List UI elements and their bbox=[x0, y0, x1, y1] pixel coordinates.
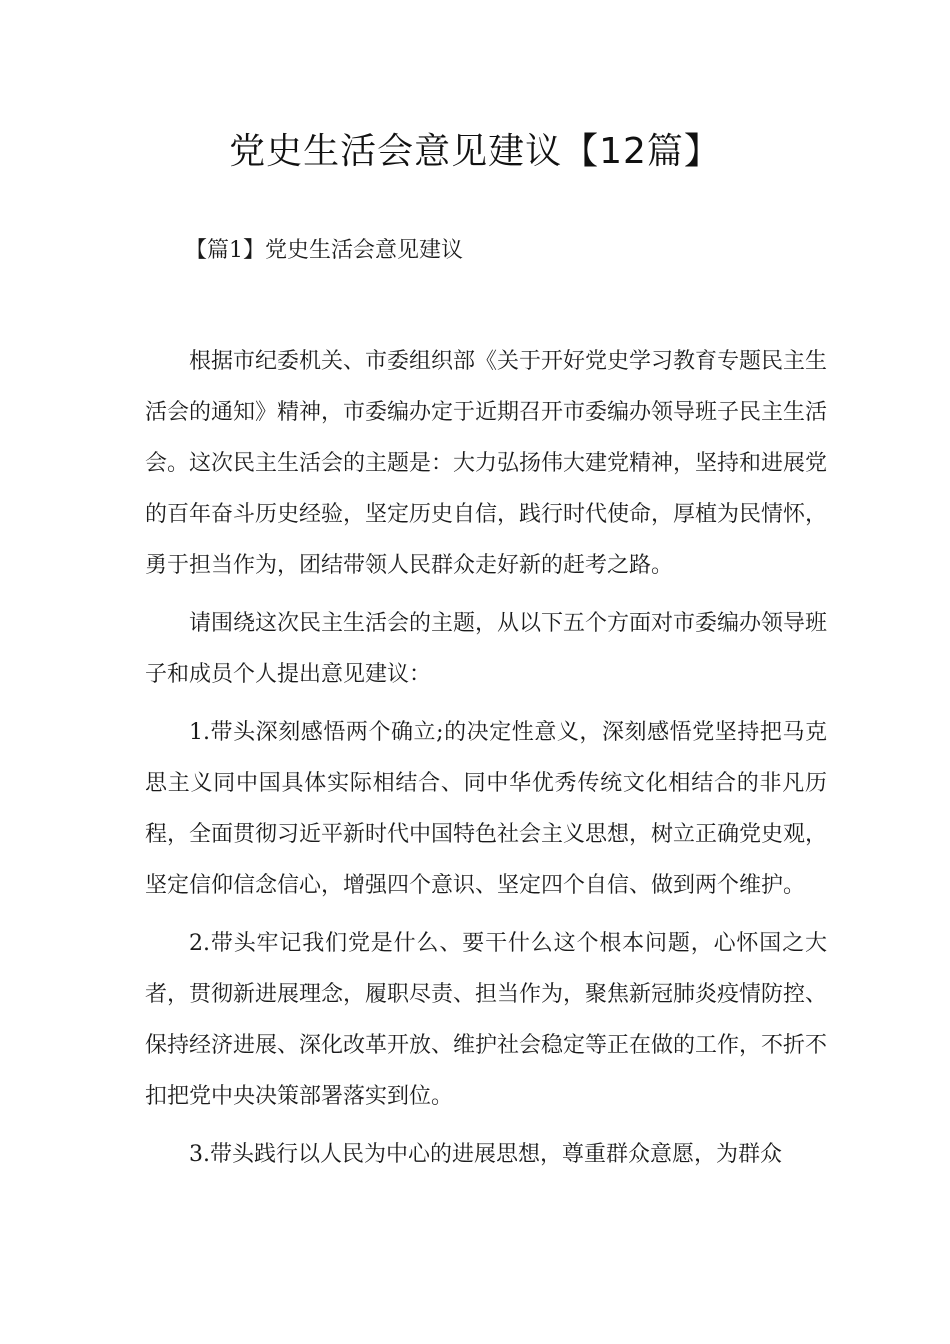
paragraph-request: 请围绕这次民主生活会的主题，从以下五个方面对市委编办领导班子和成员个人提出意见建议： bbox=[145, 611, 828, 687]
document-body bbox=[145, 336, 827, 1187]
paragraph-item-2: 2.带头牢记我们党是什么、要干什么这个根本问题，心怀国之大者，贯彻新进展理念，履职尽责、担当作为，聚焦新冠肺炎疫情防控、保持经济进展、深化改革开放、维护社会稳定等正在做的工作，不折不扣把党中央决策部署落实到位。 bbox=[145, 931, 828, 1109]
section-heading: 【篇1】党史生活会意见建议 bbox=[185, 238, 463, 263]
paragraph-item-1: 1.带头深刻感悟两个确立;的决定性意义，深刻感悟党坚持把马克思主义同中国具体实际相结合、同中华优秀传统文化相结合的非凡历程，全面贯彻习近平新时代中国特色社会主义思想，树立正确党史观，坚定信仰信念信心，增强四个意识、坚定四个自信、做到两个维护。 bbox=[145, 720, 828, 898]
paragraph-intro: 根据市纪委机关、市委组织部《关于开好党史学习教育专题民主生活会的通知》精神，市委编办定于近期召开市委编办领导班子民主生活会。这次民主生活会的主题是：大力弘扬伟大建党精神，坚持和进展党的百年奋斗历史经验，坚定历史自信，践行时代使命，厚植为民情怀，勇于担当作为，团结带领人民群众走好新的赶考之路。 bbox=[145, 349, 828, 578]
paragraph-item-3: 3.带头践行以人民为中心的进展思想，尊重群众意愿，为群众 bbox=[189, 1142, 782, 1167]
document-title: 党史生活会意见建议【12篇】 bbox=[229, 131, 721, 172]
